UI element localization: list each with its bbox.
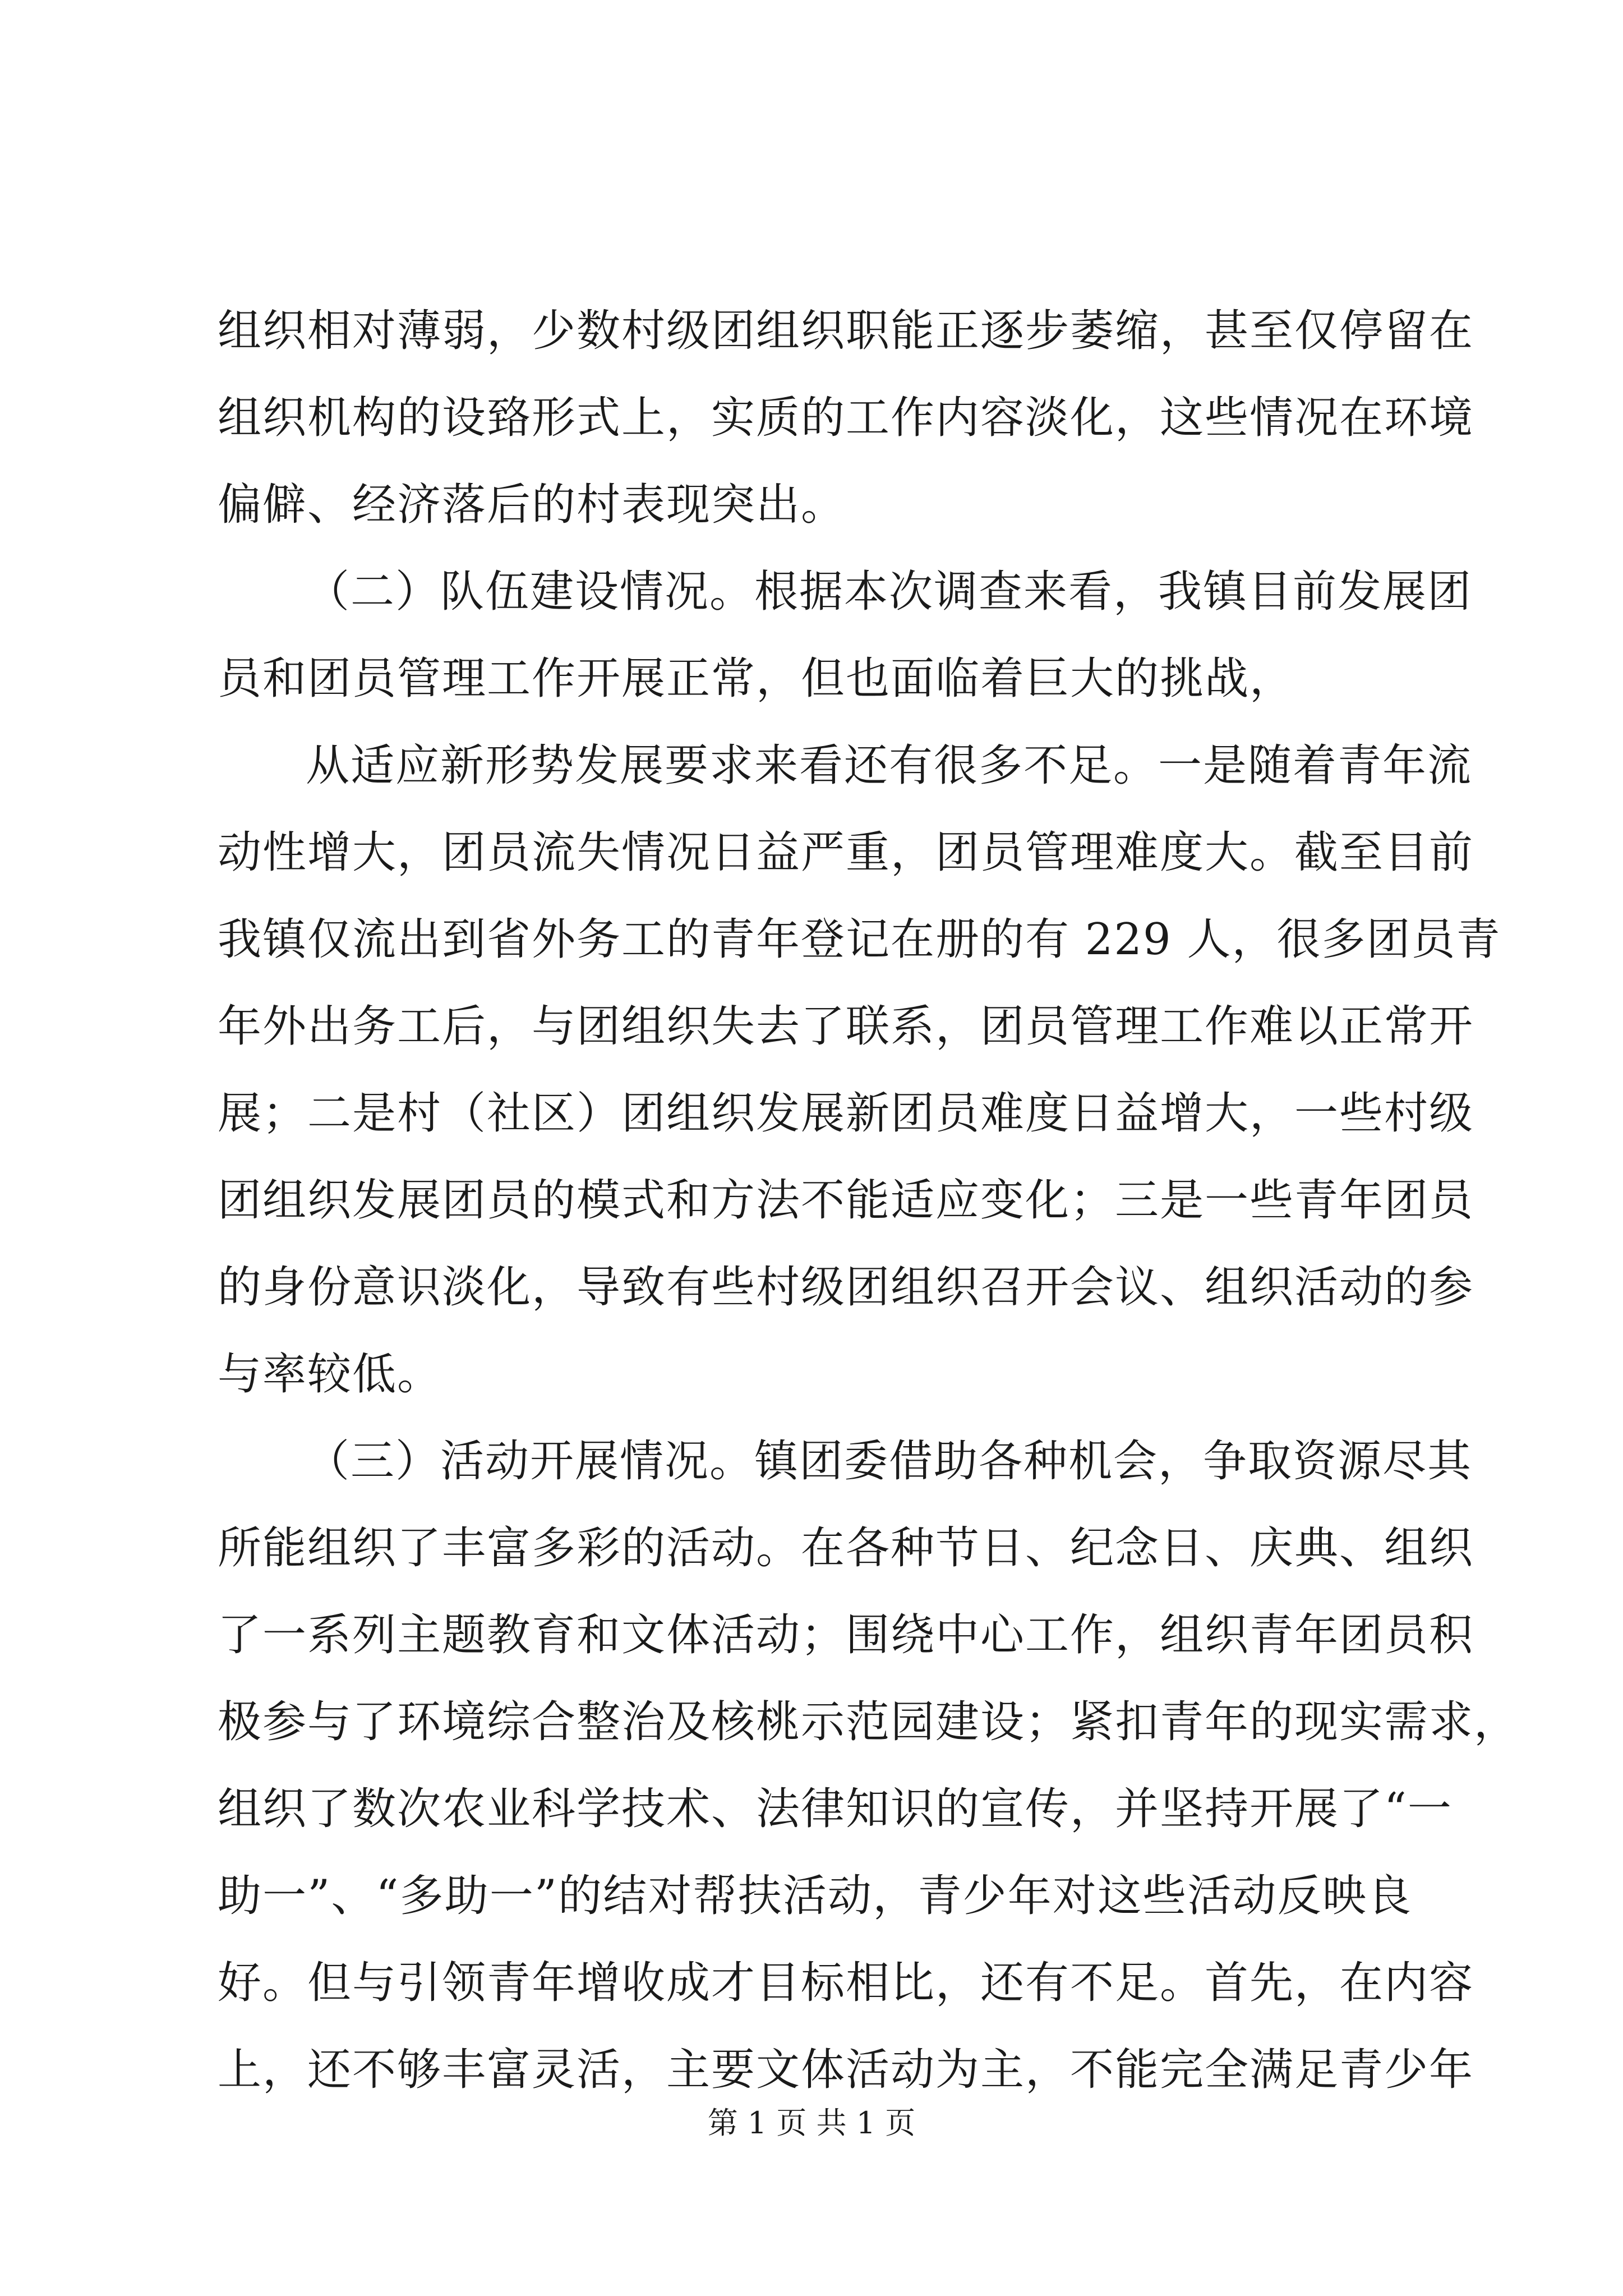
text-line: 了一系列主题教育和文体活动；围绕中心工作，组织青年团员积 <box>218 1610 1474 1660</box>
text-line: 组织了数次农业科学技术、法律知识的宣传，并坚持开展了“一 <box>218 1784 1453 1834</box>
text-line: 极参与了环境综合整治及核桃示范园建设；紧扣青年的现实需求， <box>218 1697 1519 1747</box>
text-line: 助一”、“多助一”的结对帮扶活动，青少年对这些活动反映良 <box>218 1871 1412 1921</box>
text-line: 组织机构的设臵形式上，实质的工作内容淡化，这些情况在环境 <box>218 393 1474 443</box>
text-line: 好。但与引领青年增收成才目标相比，还有不足。首先，在内容 <box>218 1958 1474 2008</box>
text-line: （二）队伍建设情况。根据本次调查来看，我镇目前发展团 <box>306 567 1473 617</box>
text-line: 与率较低。 <box>218 1349 442 1400</box>
text-line: 动性增大，团员流失情况日益严重，团员管理难度大。截至目前 <box>218 827 1474 878</box>
text-line: 上，还不够丰富灵活，主要文体活动为主，不能完全满足青少年 <box>218 2045 1474 2095</box>
text-line: 员和团员管理工作开展正常，但也面临着巨大的挑战， <box>218 654 1295 704</box>
text-line: 团组织发展团员的模式和方法不能适应变化；三是一些青年团员 <box>218 1175 1474 1226</box>
text-line: 从适应新形势发展要求来看还有很多不足。一是随着青年流 <box>306 740 1473 791</box>
text-line: 的身份意识淡化，导致有些村级团组织召开会议、组织活动的参 <box>218 1262 1474 1313</box>
text-line: （三）活动开展情况。镇团委借助各种机会，争取资源尽其 <box>306 1436 1473 1487</box>
text-line: 年外出务工后，与团组织失去了联系，团员管理工作难以正常开 <box>218 1001 1474 1052</box>
text-line: 所能组织了丰富多彩的活动。在各种节日、纪念日、庆典、组织 <box>218 1523 1474 1573</box>
text-line: 展；二是村（社区）团组织发展新团员难度日益增大，一些村级 <box>218 1088 1474 1139</box>
text-line: 我镇仅流出到省外务工的青年登记在册的有 229 人，很多团员青 <box>218 914 1501 965</box>
text-line: 组织相对薄弱，少数村级团组织职能正逐步萎缩，甚至仅停留在 <box>218 306 1474 356</box>
page-footer: 第 1 页 共 1 页 <box>707 2105 916 2141</box>
text-line: 偏僻、经济落后的村表现突出。 <box>218 480 846 530</box>
